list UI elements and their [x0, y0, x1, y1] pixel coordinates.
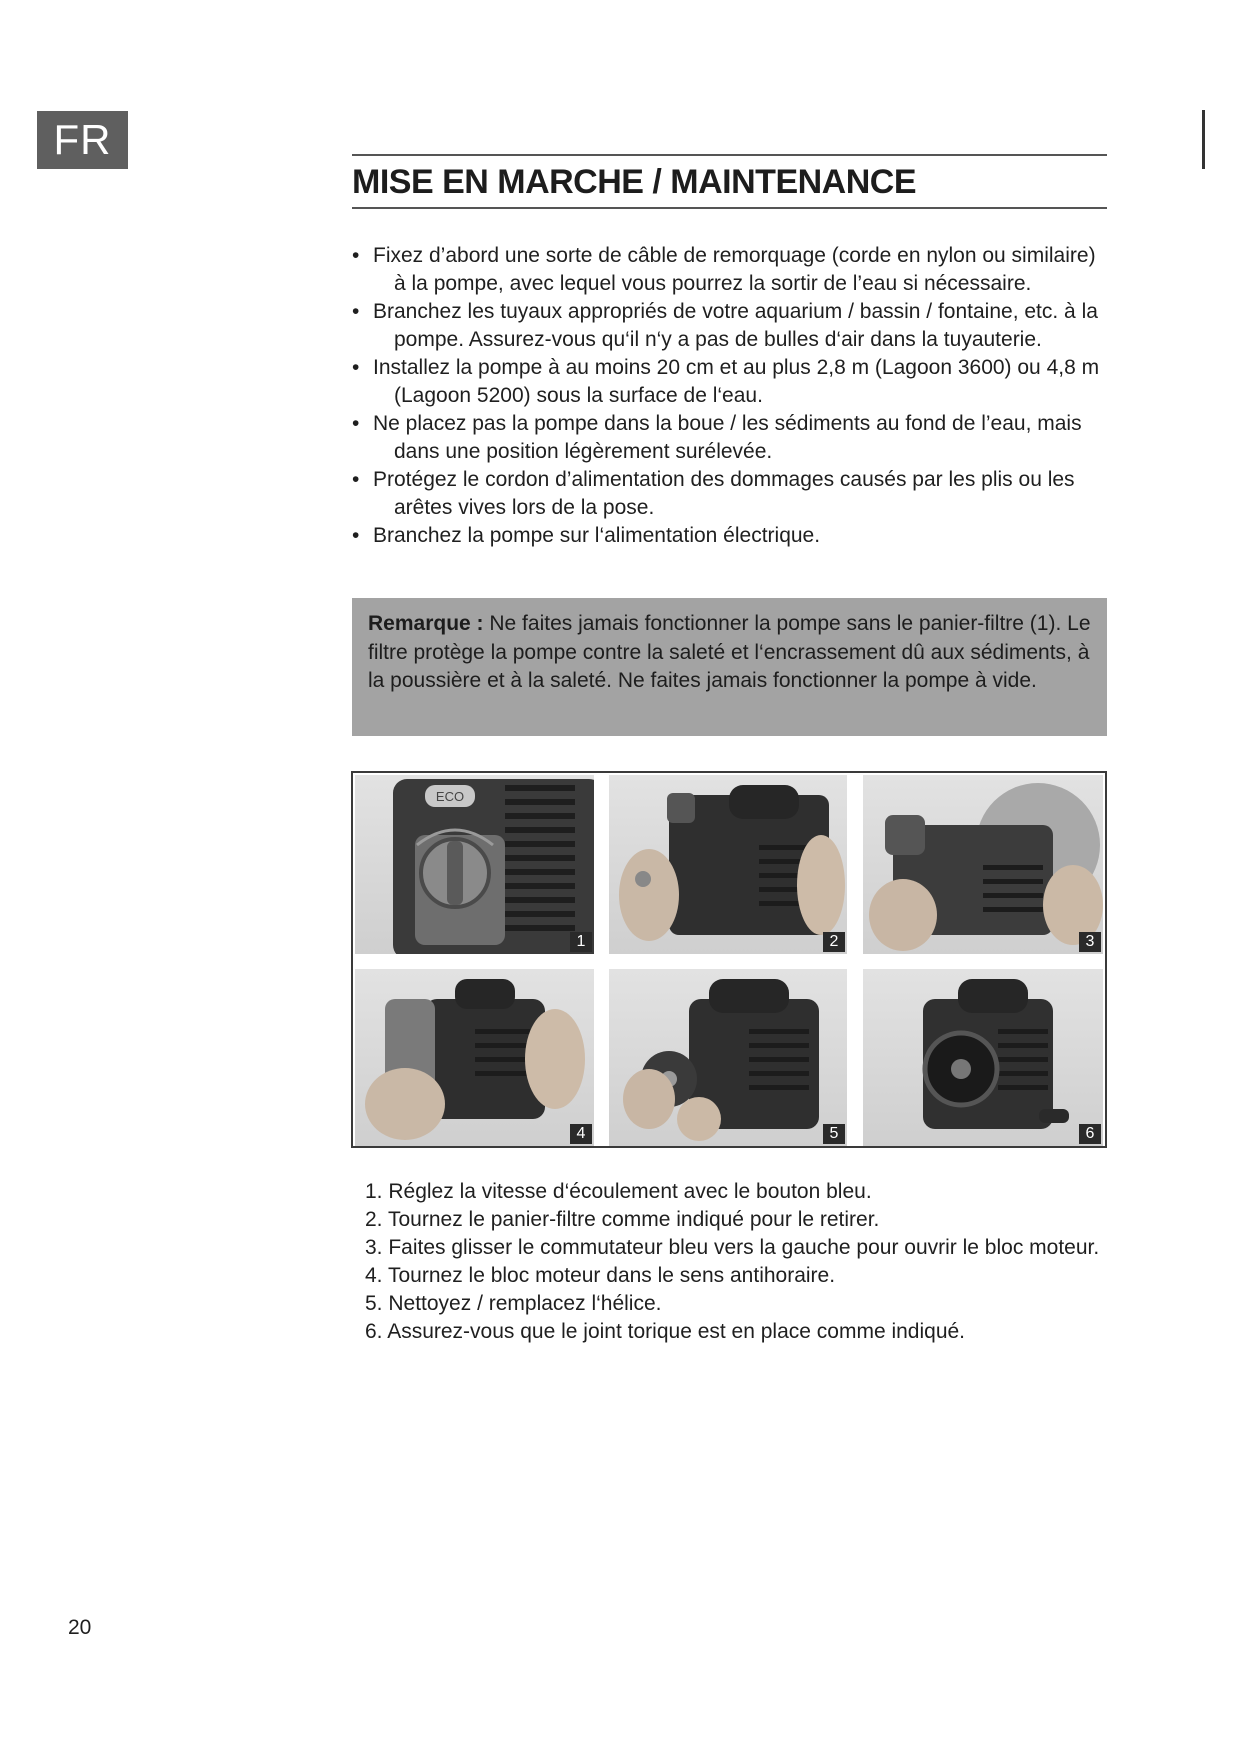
photo-2: [609, 775, 847, 954]
list-item: [352, 1290, 1107, 1318]
list-item: [352, 1234, 1107, 1262]
step-text: Tournez le bloc moteur dans le sens antihoraire.: [387, 1264, 836, 1287]
photo-1: [355, 775, 594, 954]
step-number: 1.: [365, 1180, 383, 1203]
page-number: 20: [68, 1616, 92, 1639]
list-item: • Protégez le cordon d’alimentation des dommages causés par les plis ou les arêtes vives lors de la pose.: [352, 468, 1075, 519]
step-number: 2.: [365, 1208, 383, 1231]
bullet-icon: •: [352, 300, 360, 323]
note-label: Remarque :: [368, 612, 484, 635]
steps-list: [352, 1178, 1107, 1346]
rotate-motor-block-icon: [355, 969, 594, 1146]
step-number: 4.: [365, 1264, 383, 1287]
bullet-icon: •: [352, 524, 360, 547]
title-rule-bottom: [352, 207, 1107, 209]
list-item: • Installez la pompe à au moins 20 cm et au plus 2,8 m (Lagoon 3600) ou 4,8 m (Lagoon 5200) sous la surface de l‘eau.: [352, 356, 1100, 407]
photo-number: 1: [570, 932, 592, 952]
list-item: [352, 1206, 1107, 1234]
page-title: MISE EN MARCHE / MAINTENANCE: [352, 163, 917, 201]
list-item: [352, 1318, 1107, 1346]
list-item: • Fixez d’abord une sorte de câble de remorquage (corde en nylon ou similaire) à la pompe, avec lequel vous pourrez la sortir de l’eau si nécessaire.: [352, 244, 1096, 295]
photo-number: 4: [570, 1124, 592, 1144]
step-text: Faites glisser le commutateur bleu vers la gauche pour ouvrir le bloc moteur.: [388, 1236, 1100, 1259]
motor-block-slide-icon: [863, 775, 1103, 954]
bullet-icon: •: [352, 468, 360, 491]
list-item: • Branchez les tuyaux appropriés de votre aquarium / bassin / fontaine, etc. à la pompe. Assurez-vous qu‘il n‘y a pas de bulles d‘air dans la tuyauterie.: [352, 300, 1098, 351]
photo-number: 6: [1079, 1124, 1101, 1144]
photo-3: [863, 775, 1103, 954]
note-box: [352, 598, 1107, 736]
list-item: [352, 1178, 1107, 1206]
photo-grid: [351, 771, 1107, 1148]
photo-number: 2: [823, 932, 845, 952]
instruction-list: [352, 242, 1107, 550]
svg-text:ECO: ECO: [435, 789, 465, 804]
step-number: 5.: [365, 1292, 383, 1315]
list-item: [352, 1262, 1107, 1290]
note-text: Ne faites jamais fonctionner la pompe sans le panier-filtre (1). Le filtre protège la pompe contre la saleté et l‘encrassement dû aux sédiments, à la poussière et à la saleté. Ne faites jamais fonctionner la pompe à vide.: [368, 612, 1091, 692]
step-number: 3.: [365, 1236, 383, 1259]
step-number: 6.: [365, 1320, 383, 1343]
step-text: Nettoyez / remplacez l‘hélice.: [388, 1292, 662, 1315]
bullet-icon: •: [352, 412, 360, 435]
bullet-icon: •: [352, 356, 360, 379]
side-rule: [1202, 110, 1205, 169]
step-text: Assurez-vous que le joint torique est en place comme indiqué.: [387, 1320, 966, 1343]
photo-4: [355, 969, 594, 1146]
impeller-removal-icon: [609, 969, 847, 1146]
eco-speed-knob-icon: [355, 775, 594, 954]
list-item: • Ne placez pas la pompe dans la boue / les sédiments au fond de l’eau, mais dans une position légèrement surélevée.: [352, 412, 1082, 463]
photo-5: [609, 969, 847, 1146]
step-text: Réglez la vitesse d‘écoulement avec le bouton bleu.: [388, 1180, 872, 1203]
pump-filter-basket-icon: [609, 775, 847, 954]
photo-6: [863, 969, 1103, 1146]
language-tab: FR: [37, 111, 128, 169]
list-item: • Branchez la pompe sur l‘alimentation électrique.: [352, 522, 1107, 550]
bullet-icon: •: [352, 244, 360, 267]
o-ring-seal-icon: [863, 969, 1103, 1146]
step-text: Tournez le panier-filtre comme indiqué pour le retirer.: [387, 1208, 880, 1231]
title-rule-top: [352, 154, 1107, 156]
photo-number: 5: [823, 1124, 845, 1144]
photo-number: 3: [1079, 932, 1101, 952]
